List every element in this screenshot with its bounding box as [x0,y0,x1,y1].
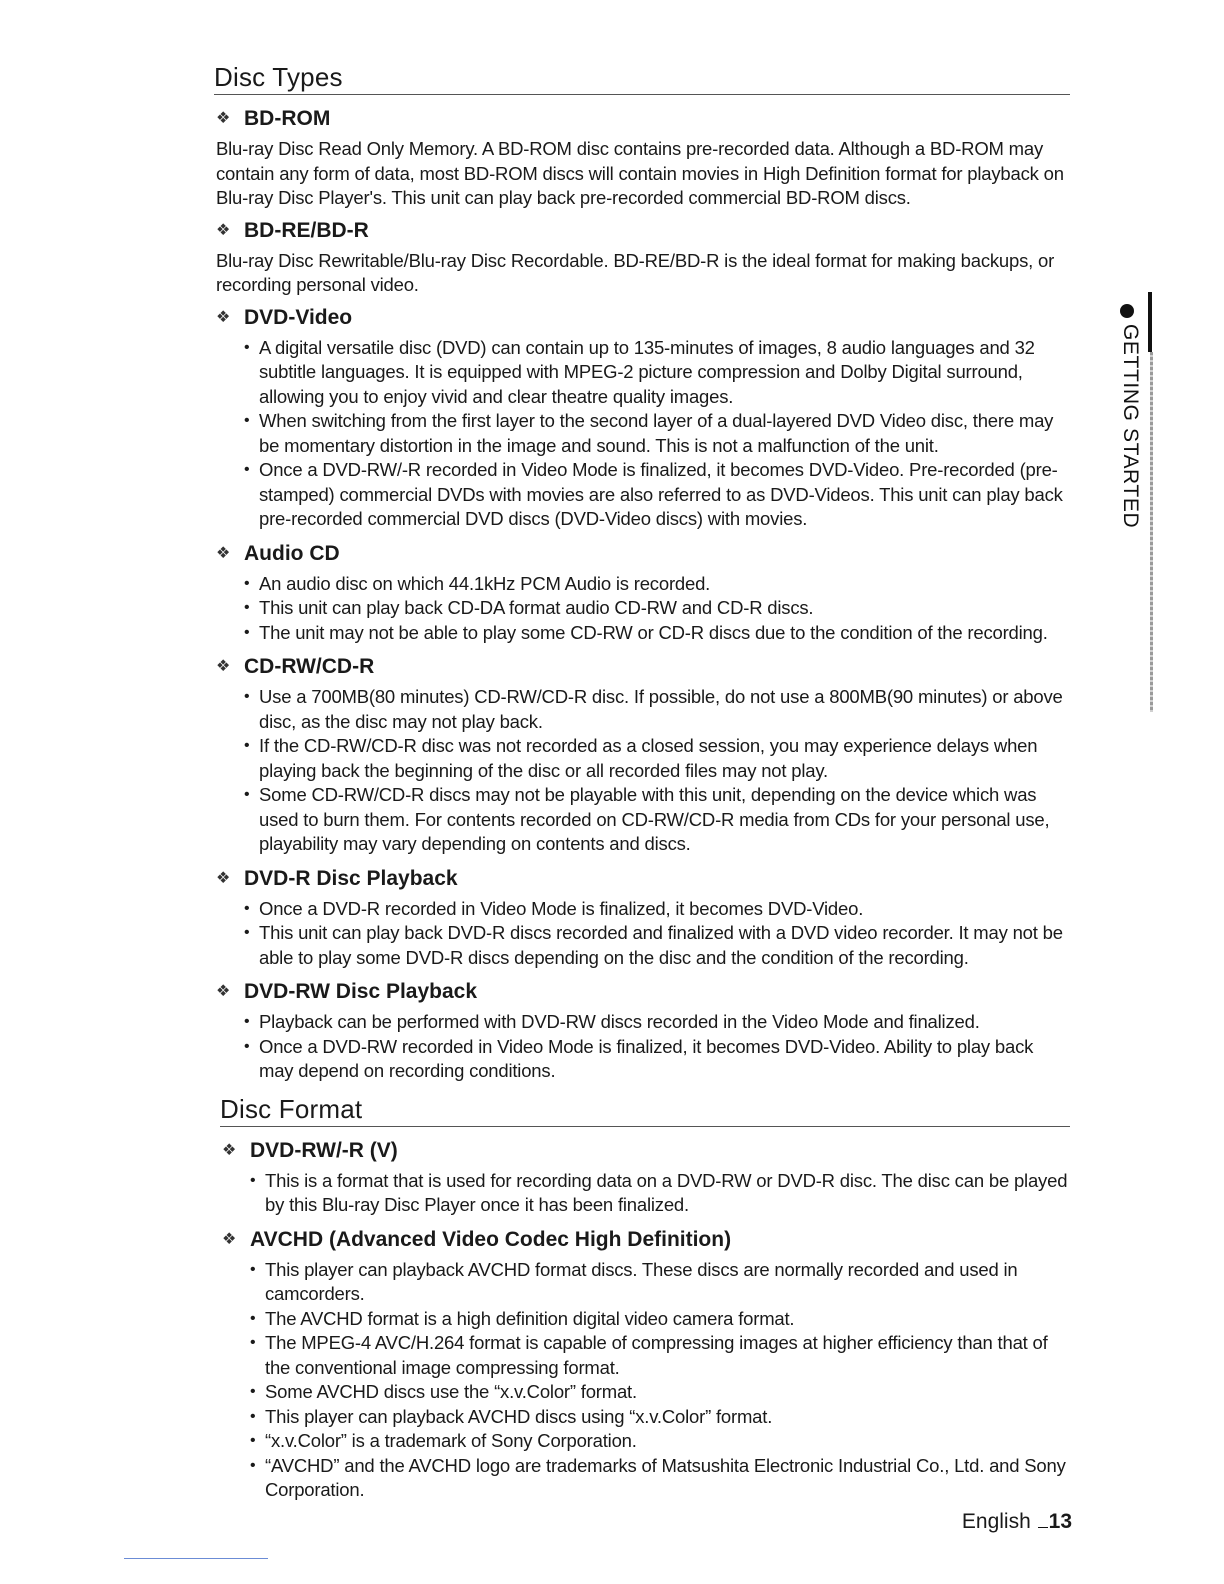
subsection-heading [216,653,1070,681]
page-footer [962,1510,1072,1534]
list-item: • The AVCHD format is a high definition digital video camera format. [250,1307,1070,1332]
footer-separator [1038,1527,1048,1528]
bullet-list [220,1169,1070,1218]
subsection-title: AVCHD (Advanced Video Codec High Definition) [250,1227,732,1251]
subsection-title: Audio CD [244,541,340,565]
bullet-list [214,572,1070,646]
bottom-rule [124,1558,268,1559]
subsection-title: DVD-Video [244,305,353,329]
list-item: • Once a DVD-RW recorded in Video Mode is finalized, it becomes DVD-Video. Ability to play back may depend on recording conditions. [244,1035,1070,1084]
list-item: • The unit may not be able to play some CD-RW or CD-R discs due to the condition of the recording. [244,621,1070,646]
list-item: • Some AVCHD discs use the “x.v.Color” format. [250,1380,1070,1405]
list-item: • Some CD-RW/CD-R discs may not be playable with this unit, depending on the device which was used to burn them. For contents recorded on CD-RW/CD-R media from CDs for your personal use, playability may vary depending on contents and discs. [244,783,1070,857]
subsection-heading [216,304,1070,332]
list-item: • Use a 700MB(80 minutes) CD-RW/CD-R disc. If possible, do not use a 800MB(90 minutes) or above disc, as the disc may not play back. [244,685,1070,734]
content-column [214,62,1070,1511]
subsection-heading [216,865,1070,893]
bullet-list [220,1258,1070,1503]
four-diamond-icon: ❖ [222,1230,237,1248]
bullet-list [214,336,1070,532]
subsection-heading [216,540,1070,568]
four-diamond-icon: ❖ [216,110,231,127]
subsection-dvd-rw-r-v [220,1137,1070,1218]
subsection-dvd-rw [214,978,1070,1084]
subsection-heading [216,217,1070,245]
filled-circle-icon [1120,304,1134,318]
subsection-title: DVD-RW/-R (V) [250,1138,398,1162]
list-item: • The MPEG-4 AVC/H.264 format is capable of compressing images at higher efficiency than that of the conventional image compressing format. [250,1331,1070,1380]
subsection-bdre-bdr [214,217,1070,298]
subsection-heading [222,1226,1070,1254]
subsection-title: BD-RE/BD-R [244,218,369,242]
subsection-cd-rw-cd-r [214,653,1070,857]
section-title-disc-format: Disc Format [220,1094,1070,1127]
bullet-list [214,897,1070,971]
list-item: • “x.v.Color” is a trademark of Sony Corporation. [250,1429,1070,1454]
list-item: • A digital versatile disc (DVD) can contain up to 135-minutes of images, 8 audio languages and 32 subtitle languages. It is equipped with MPEG-2 picture compression and Dolby Digital surround, allowing you to enjoy vivid and clear theatre quality images. [244,336,1070,410]
four-diamond-icon: ❖ [222,1141,237,1159]
list-item: • When switching from the first layer to the second layer of a dual-layered DVD Video disc, there may be momentary distortion in the image and sound. This is not a malfunction of the unit. [244,409,1070,458]
subsection-dvd-video [214,304,1070,532]
subsection-dvd-r [214,865,1070,971]
subsection-heading [216,978,1070,1006]
chapter-marker-line [1150,352,1153,712]
list-item: • This unit can play back CD-DA format audio CD-RW and CD-R discs. [244,596,1070,621]
subsection-title: DVD-R Disc Playback [244,866,458,890]
list-item: • This player can playback AVCHD format discs. These discs are normally recorded and used in camcorders. [250,1258,1070,1307]
subsection-title: DVD-RW Disc Playback [244,980,478,1003]
subsection-audio-cd [214,540,1070,646]
four-diamond-icon: ❖ [216,221,231,239]
subsection-heading [222,1137,1070,1165]
list-item: • An audio disc on which 44.1kHz PCM Audio is recorded. [244,572,1070,597]
subsection-avchd [220,1226,1070,1503]
list-item: • This unit can play back DVD-R discs recorded and finalized with a DVD video recorder. It may not be able to play some DVD-R discs depending on the disc and the condition of the recording. [244,921,1070,970]
chapter-label: GETTING STARTED [1119,324,1142,529]
bullet-list [214,685,1070,857]
four-diamond-icon: ❖ [216,983,231,1000]
bullet-list [214,1010,1070,1084]
four-diamond-icon: ❖ [216,544,231,562]
subsection-title: CD-RW/CD-R [244,655,375,678]
list-item: • This is a format that is used for recording data on a DVD-RW or DVD-R disc. The disc can be played by this Blu-ray Disc Player once it has been finalized. [250,1169,1070,1218]
page-number: 13 [1048,1510,1072,1533]
list-item: • Once a DVD-R recorded in Video Mode is finalized, it becomes DVD-Video. [244,897,1070,922]
list-item: • Once a DVD-RW/-R recorded in Video Mode is finalized, it becomes DVD-Video. Pre-recorded (pre-stamped) commercial DVDs with movies are also referred to as DVD-Videos. This unit can play back pre-recorded commercial DVD discs (DVD-Video discs) with movies. [244,458,1070,532]
paragraph: Blu-ray Disc Rewritable/Blu-ray Disc Recordable. BD-RE/BD-R is the ideal format for making backups, or recording personal video. [216,249,1055,295]
list-item: • “AVCHD” and the AVCHD logo are trademarks of Matsushita Electronic Industrial Co., Ltd. and Sony Corporation. [250,1454,1070,1503]
four-diamond-icon: ❖ [216,658,231,675]
list-item: • This player can playback AVCHD discs using “x.v.Color” format. [250,1405,1070,1430]
chapter-marker-bar [1148,292,1152,352]
list-item: • If the CD-RW/CD-R disc was not recorded as a closed session, you may experience delays when playing back the beginning of the disc or all recorded files may not play. [244,734,1070,783]
subsection-bdrom [214,105,1070,211]
subsection-title: BD-ROM [244,107,331,130]
four-diamond-icon: ❖ [216,869,231,887]
list-item: • Playback can be performed with DVD-RW discs recorded in the Video Mode and finalized. [244,1010,1070,1035]
four-diamond-icon: ❖ [216,308,231,326]
subsection-heading [216,105,1070,133]
footer-language: English [961,1510,1031,1533]
paragraph: Blu-ray Disc Read Only Memory. A BD-ROM disc contains pre-recorded data. Although a BD-ROM may contain any form of data, most BD-ROM discs will contain movies in High Definition format for playback on Blu-ray Disc Player's. This unit can play back pre-recorded commercial BD-ROM discs. [216,138,1064,208]
chapter-side-tab [1110,292,1154,712]
section-title-disc-types: Disc Types [214,62,1070,95]
